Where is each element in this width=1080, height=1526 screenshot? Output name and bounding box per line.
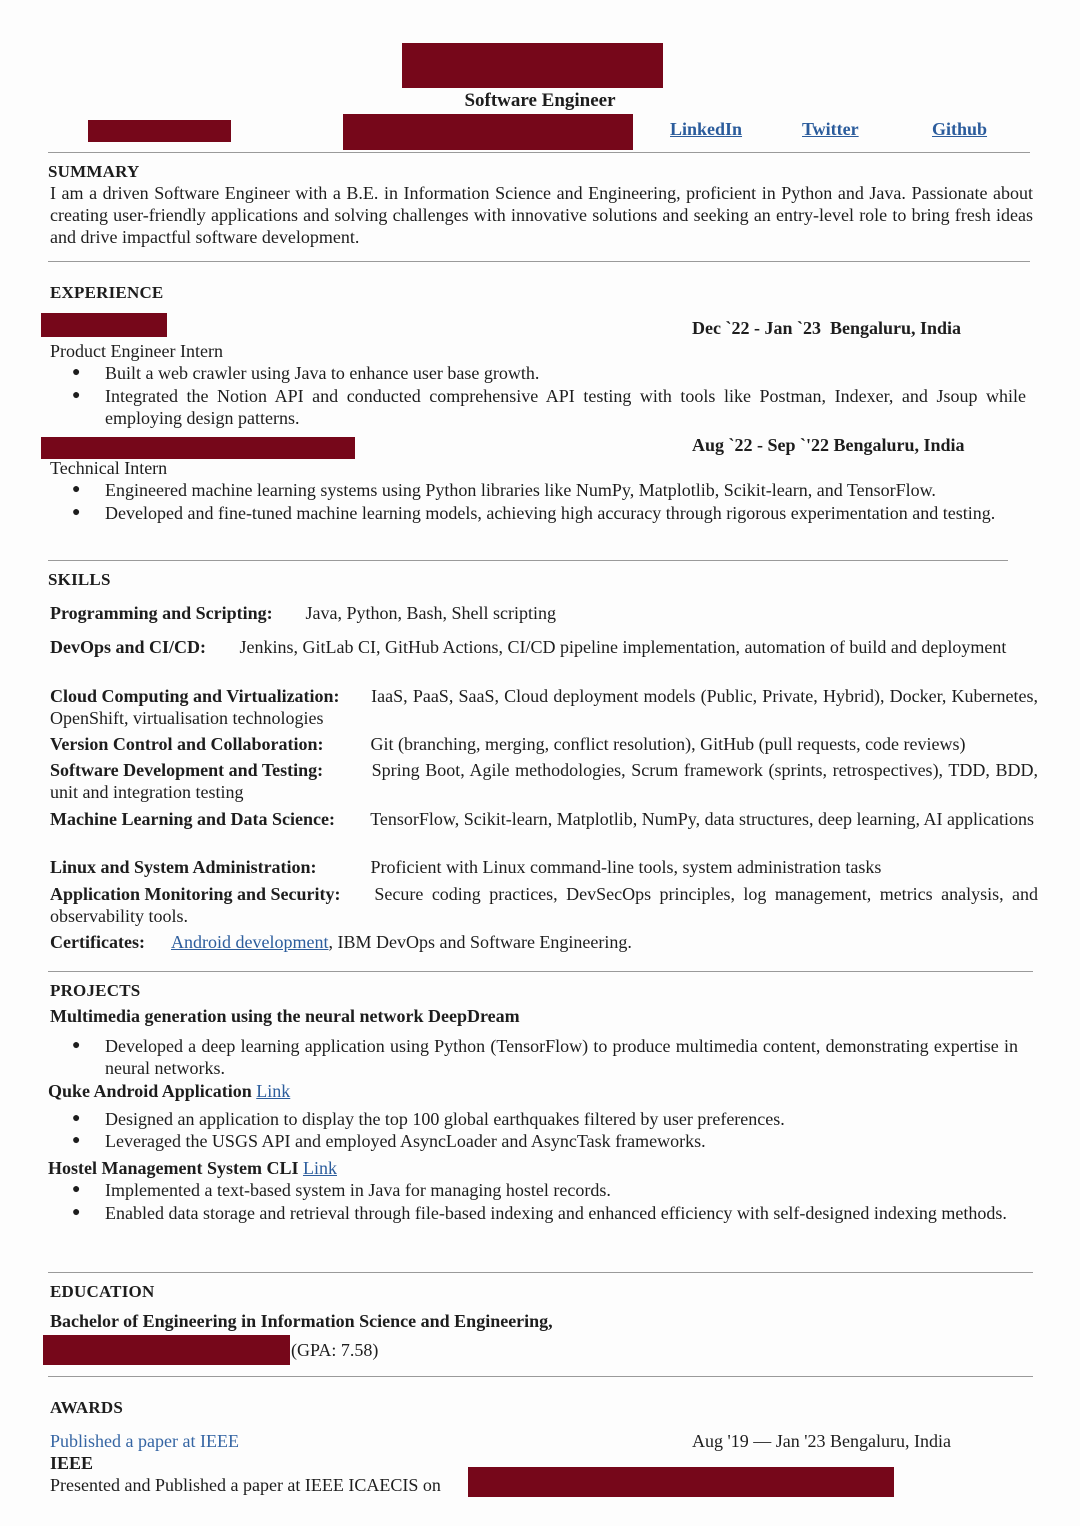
list-item: ● Designed an application to display the top 100 global earthquakes filtered by user preferences.	[72, 1108, 1032, 1130]
gpa: (GPA: 7.58)	[291, 1340, 379, 1360]
certificates-line	[50, 931, 1038, 953]
twitter-link[interactable]: Twitter	[802, 119, 859, 139]
job2-bullets	[72, 479, 1012, 524]
certificates-rest: , IBM DevOps and Software Engineering.	[328, 932, 632, 952]
skill-label: Cloud Computing and Virtualization:	[50, 686, 340, 706]
skill-label: Programming and Scripting:	[50, 603, 273, 623]
skill-linux	[50, 856, 1038, 878]
projects-heading: PROJECTS	[50, 981, 141, 1000]
skill-value: TensorFlow, Scikit-learn, Matplotlib, NumPy, data structures, deep learning, AI applications	[370, 809, 1034, 829]
github-link[interactable]: Github	[932, 119, 988, 139]
award-title-ieee: IEEE	[50, 1453, 94, 1473]
job1-bullets	[72, 362, 1026, 429]
project3-title: Hostel Management System CLI	[48, 1158, 299, 1178]
project3-title-line	[48, 1157, 337, 1179]
list-item: ● Developed and fine-tuned machine learning models, achieving high accuracy through rigorous experimentation and testing.	[72, 502, 1012, 524]
education-divider	[48, 1376, 1033, 1377]
skills-divider	[48, 971, 1033, 972]
skill-label: Application Monitoring and Security:	[50, 884, 341, 904]
job2-dates-location: Aug `22 - Sep `'22 Bengaluru, India	[692, 435, 965, 455]
skill-label: Machine Learning and Data Science:	[50, 809, 335, 829]
job1-dates-location: Dec `22 - Jan `23 Bengaluru, India	[692, 318, 962, 338]
header-divider	[48, 152, 1030, 153]
project2-link[interactable]: Link	[256, 1081, 291, 1101]
summary-heading: SUMMARY	[48, 162, 140, 181]
redacted-name	[402, 43, 663, 88]
redacted-company-2	[41, 437, 355, 459]
redacted-email	[343, 114, 633, 150]
skills-heading: SKILLS	[48, 570, 111, 589]
skill-value: Proficient with Linux command-line tools, system administration tasks	[370, 857, 882, 877]
skill-label: Linux and System Administration:	[50, 857, 317, 877]
degree: Bachelor of Engineering in Information Science and Engineering,	[50, 1311, 553, 1331]
skill-value: Java, Python, Bash, Shell scripting	[305, 603, 556, 623]
award-dates-location: Aug '19 — Jan '23 Bengaluru, India	[692, 1431, 951, 1451]
skill-label: Software Development and Testing:	[50, 760, 324, 780]
project1-bullets	[72, 1035, 1018, 1079]
skill-software-dev	[50, 759, 1038, 803]
summary-divider	[48, 261, 1030, 262]
linkedin-link[interactable]: LinkedIn	[670, 119, 743, 139]
award-description: Presented and Published a paper at IEEE ICAECIS on	[50, 1475, 441, 1495]
experience-heading: EXPERIENCE	[50, 283, 164, 302]
list-item: ● Engineered machine learning systems using Python libraries like NumPy, Matplotlib, Scikit-learn, and TensorFlow.	[72, 479, 1012, 501]
skill-ml	[50, 808, 1038, 830]
project2-title-line	[48, 1080, 290, 1102]
project3-link[interactable]: Link	[302, 1158, 337, 1178]
android-development-link[interactable]: Android development	[171, 932, 329, 952]
skill-label: DevOps and CI/CD:	[50, 637, 207, 657]
redacted-phone	[88, 120, 231, 142]
list-item: ● Enabled data storage and retrieval through file-based indexing and enhanced efficiency with self-designed indexing methods.	[72, 1202, 1014, 1224]
project1-title: Multimedia generation using the neural network DeepDream	[50, 1006, 520, 1026]
skill-devops	[50, 636, 1038, 658]
certificates-label: Certificates:	[50, 932, 145, 952]
job1-role: Product Engineer Intern	[50, 341, 223, 361]
education-heading: EDUCATION	[50, 1282, 155, 1301]
job-title: Software Engineer	[464, 90, 616, 111]
project2-title: Quke Android Application	[48, 1081, 252, 1101]
project3-bullets	[72, 1179, 1014, 1224]
awards-heading: AWARDS	[50, 1398, 123, 1417]
skill-cloud	[50, 685, 1038, 729]
project2-bullets	[72, 1108, 1032, 1152]
skill-value: Jenkins, GitLab CI, GitHub Actions, CI/CD pipeline implementation, automation of build and deployment	[239, 637, 1007, 657]
list-item: ● Leveraged the USGS API and employed AsyncLoader and AsyncTask frameworks.	[72, 1130, 1032, 1152]
redacted-university	[43, 1335, 290, 1365]
skill-version-control	[50, 733, 1038, 755]
projects-divider	[48, 1272, 1033, 1273]
skill-value: Git (branching, merging, conflict resolution), GitHub (pull requests, code reviews)	[370, 734, 966, 754]
job2-role: Technical Intern	[50, 458, 168, 478]
summary-text: I am a driven Software Engineer with a B.E. in Information Science and Engineering, proficient in Python and Java. Passionate about creating user-friendly applications and solving challenges with innovative solutions and seeking an entry-level role to bring fresh ideas and drive impactful software development.	[50, 183, 1033, 247]
skill-value: Secure coding practices, DevSecOps principles, log management, metrics analysis, and observability tools.	[50, 884, 1038, 926]
redacted-award-date	[468, 1467, 894, 1497]
skill-monitoring	[50, 883, 1038, 927]
skill-programming	[50, 602, 1038, 624]
skill-value: IaaS, PaaS, SaaS, Cloud deployment models (Public, Private, Hybrid), Docker, Kubernetes, OpenShift, virtualisation technologies	[50, 686, 1039, 728]
experience-divider	[48, 560, 1008, 561]
skill-label: Version Control and Collaboration:	[50, 734, 324, 754]
list-item: ● Developed a deep learning application using Python (TensorFlow) to produce multimedia content, demonstrating expertise in neural networks.	[72, 1035, 1018, 1079]
list-item: ● Built a web crawler using Java to enhance user base growth.	[72, 362, 1026, 384]
list-item: ● Integrated the Notion API and conducted comprehensive API testing with tools like Postman, Indexer, and Jsoup while employing design patterns.	[72, 385, 1026, 429]
skill-value: Spring Boot, Agile methodologies, Scrum framework (sprints, retrospectives), TDD, BDD, unit and integration testing	[50, 760, 1039, 802]
award-title: Published a paper at IEEE	[50, 1431, 239, 1451]
redacted-company-1	[41, 313, 167, 337]
list-item: ● Implemented a text-based system in Java for managing hostel records.	[72, 1179, 1014, 1201]
